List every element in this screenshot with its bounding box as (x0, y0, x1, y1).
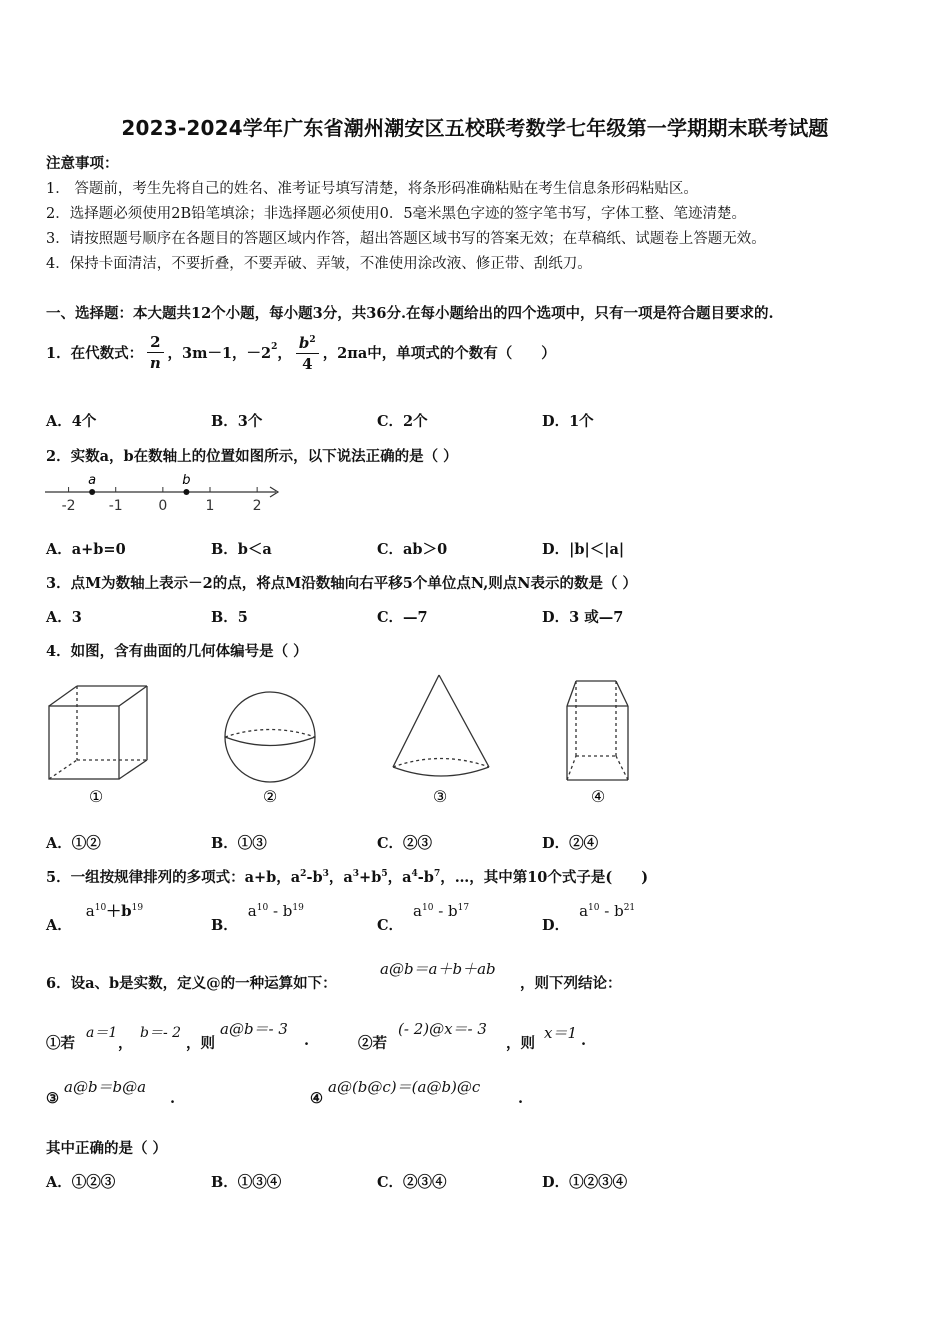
q2-option-a[interactable]: A．a+b=0 (46, 541, 126, 558)
q5-option-c-label: C． (377, 917, 404, 934)
q3-option-a[interactable]: A．3 (46, 609, 82, 626)
q6-statement-3-prefix: ③ (46, 1090, 59, 1107)
notice-item: 4．保持卡面清洁，不要折叠，不要弄破、弄皱，不准使用涂改液、修正带、刮纸刀。 (46, 256, 592, 272)
number-line-tick-label: 2 (252, 498, 262, 514)
point-a-label: a (88, 473, 97, 488)
q5-text: ，a (387, 869, 412, 886)
q5-option-a-label: A． (46, 917, 72, 934)
q5-option-b[interactable] (211, 900, 304, 934)
notice-item: 2．选择题必须使用2B铅笔填涂；非选择题必须使用0．5毫米黑色字迹的签字笔书写，字体工整、笔迹清楚。 (46, 206, 747, 222)
figure-label-1: ① (88, 787, 104, 806)
q4-option-b[interactable]: B．①③ (211, 835, 267, 852)
q6-definition: a@b＝a＋b＋ab (380, 960, 496, 978)
q5-text: -b (417, 869, 434, 886)
q1-fraction-2-over-n (147, 332, 163, 373)
q4-option-c[interactable]: C．②③ (377, 835, 433, 852)
q1-frac2-num (296, 330, 319, 354)
sphere-figure (220, 682, 324, 810)
q6-s1-b: b＝- 2 (140, 1025, 182, 1041)
q5-sup: 4 (411, 869, 418, 880)
q5-sup: 2 (300, 869, 307, 880)
q6-s2-result: x＝1 (544, 1024, 578, 1042)
q1-frac1-num: 2 (147, 332, 163, 353)
q5-option-c[interactable] (377, 900, 470, 934)
q1-frac2-den: 4 (302, 355, 313, 373)
q5-option-a-expr: $a^{10}+b^{19}$ (85, 902, 144, 920)
q5-option-d[interactable] (542, 900, 636, 934)
q1-suffix: ，2πa中，单项式的个数有（ ） (322, 344, 556, 362)
q6-text-end: ，则下列结论： (520, 975, 622, 992)
figure-label-3: ③ (432, 787, 448, 806)
q5-sup: 3 (322, 869, 329, 880)
q2-option-c[interactable]: C．ab＞0 (377, 541, 448, 558)
q1-comma: ， (277, 344, 292, 362)
q6-option-c[interactable]: C．②③④ (377, 1174, 447, 1191)
number-line-tick-label: -1 (108, 498, 123, 514)
q6-statement-2-prefix: ②若 (358, 1035, 387, 1052)
q6-option-b[interactable]: B．①③④ (211, 1174, 282, 1191)
point-b-label: b (182, 473, 191, 488)
q3-option-c[interactable]: C．—7 (377, 609, 428, 626)
question-3: 3．点M为数轴上表示－2的点，将点M沿数轴向右平移5个单位点N,则点N表示的数是（ ） (46, 575, 638, 592)
q1-option-d[interactable]: D．1个 (542, 413, 594, 430)
q6-option-d[interactable]: D．①②③④ (542, 1174, 628, 1191)
number-line-tick-label: 0 (158, 498, 168, 514)
q6-statement-4-prefix: ④ (310, 1090, 323, 1107)
q6-s4-expr: a@(b@c)＝(a@b)@c (328, 1078, 481, 1096)
q1-frac2-sup: 2 (309, 335, 316, 345)
notice-item: 1． 答题前，考生先将自己的姓名、准考证号填写清楚，将条形码准确粘贴在考生信息条形码粘贴区。 (46, 181, 698, 197)
q3-option-d[interactable]: D．3 或—7 (542, 609, 624, 626)
q6-s3-expr: a@b＝b@a (64, 1078, 147, 1096)
question-6: 6．设a、b是实数，定义@的一种运算如下： (46, 975, 337, 992)
q1-exp: 2 (271, 342, 278, 352)
q5-option-a[interactable] (46, 900, 144, 934)
number-line-figure (40, 470, 290, 518)
question-1 (46, 328, 556, 376)
q6-s2-mid: ，则 (506, 1035, 535, 1052)
q6-s1-end: . (304, 1032, 310, 1049)
point-b-marker (183, 489, 189, 495)
q1-option-b[interactable]: B．3个 (211, 413, 263, 430)
number-line-tick-label: 1 (205, 498, 215, 514)
q1-prefix: 1．在代数式： (46, 344, 144, 362)
q6-s1-a: a＝1 (86, 1025, 118, 1041)
notice-heading: 注意事项： (46, 155, 119, 172)
q6-s1-result: a@b＝- 3 (220, 1020, 288, 1038)
cone-figure (387, 672, 497, 810)
q5-text: +b (359, 869, 382, 886)
q6-s4-end: . (518, 1090, 524, 1107)
point-a-marker (89, 489, 95, 495)
prism-figure (562, 678, 636, 810)
number-line-tick-label: -2 (61, 498, 76, 514)
q5-option-b-label: B． (211, 917, 238, 934)
q5-text: ，a (328, 869, 353, 886)
q4-option-d[interactable]: D．②④ (542, 835, 599, 852)
q1-fraction-b2-over-4 (296, 330, 319, 374)
q2-option-d[interactable]: D．|b|＜|a| (542, 541, 625, 558)
q3-option-b[interactable]: B．5 (211, 609, 248, 626)
cube-figure (44, 682, 154, 810)
q6-s1-mid: ，则 (186, 1035, 215, 1052)
q5-text: -b (306, 869, 323, 886)
q5-option-d-expr: $a^{10} - b^{21}$ (579, 902, 636, 920)
q6-s2-end: . (581, 1032, 587, 1049)
q4-option-a[interactable]: A．①② (46, 835, 101, 852)
q5-sup: 7 (433, 869, 441, 880)
q6-s3-end: . (170, 1090, 176, 1107)
q5-sup: 5 (381, 869, 388, 880)
page-title: 2023-2024学年广东省潮州潮安区五校联考数学七年级第一学期期末联考试题 (121, 116, 829, 140)
q1-frac1-den: n (149, 353, 161, 372)
q5-option-c-expr: $a^{10} - b^{17}$ (413, 902, 470, 920)
q1-option-c[interactable]: C．2个 (377, 413, 428, 430)
q6-option-a[interactable]: A．①②③ (46, 1174, 116, 1191)
question-2: 2．实数a，b在数轴上的位置如图所示，以下说法正确的是（ ） (46, 448, 458, 465)
question-5 (46, 866, 648, 887)
q6-question: 其中正确的是（ ） (46, 1140, 168, 1157)
q2-option-b[interactable]: B．b＜a (211, 541, 272, 558)
section-heading: 一、选择题：本大题共12个小题，每小题3分，共36分.在每小题给出的四个选项中，只有一项是符合题目要求的. (46, 305, 774, 322)
question-4: 4．如图，含有曲面的几何体编号是（ ） (46, 643, 308, 660)
q6-s1-sep: ， (118, 1035, 133, 1052)
q6-s2-expr: (- 2)@x＝- 3 (398, 1020, 487, 1038)
figure-label-2: ② (262, 787, 278, 806)
q5-text: ，…，其中第10个式子是( ) (440, 869, 649, 886)
q5-sup: 3 (352, 869, 360, 880)
notice-item: 3．请按照题号顺序在各题目的答题区域内作答，超出答题区域书写的答案无效；在草稿纸、试题卷上答题无效。 (46, 231, 766, 247)
q1-mid: ，3m－1，－2 (167, 344, 272, 362)
q1-frac2-base: b (298, 334, 310, 352)
q1-option-a[interactable]: A．4个 (46, 413, 97, 430)
q6-statement-1-prefix: ①若 (46, 1035, 75, 1052)
figure-label-4: ④ (590, 787, 606, 806)
q5-option-d-label: D． (542, 917, 570, 934)
q5-option-b-expr: $a^{10} - b^{19}$ (247, 902, 304, 920)
q5-text-pre: 5．一组按规律排列的多项式：a+b，a (46, 869, 301, 886)
